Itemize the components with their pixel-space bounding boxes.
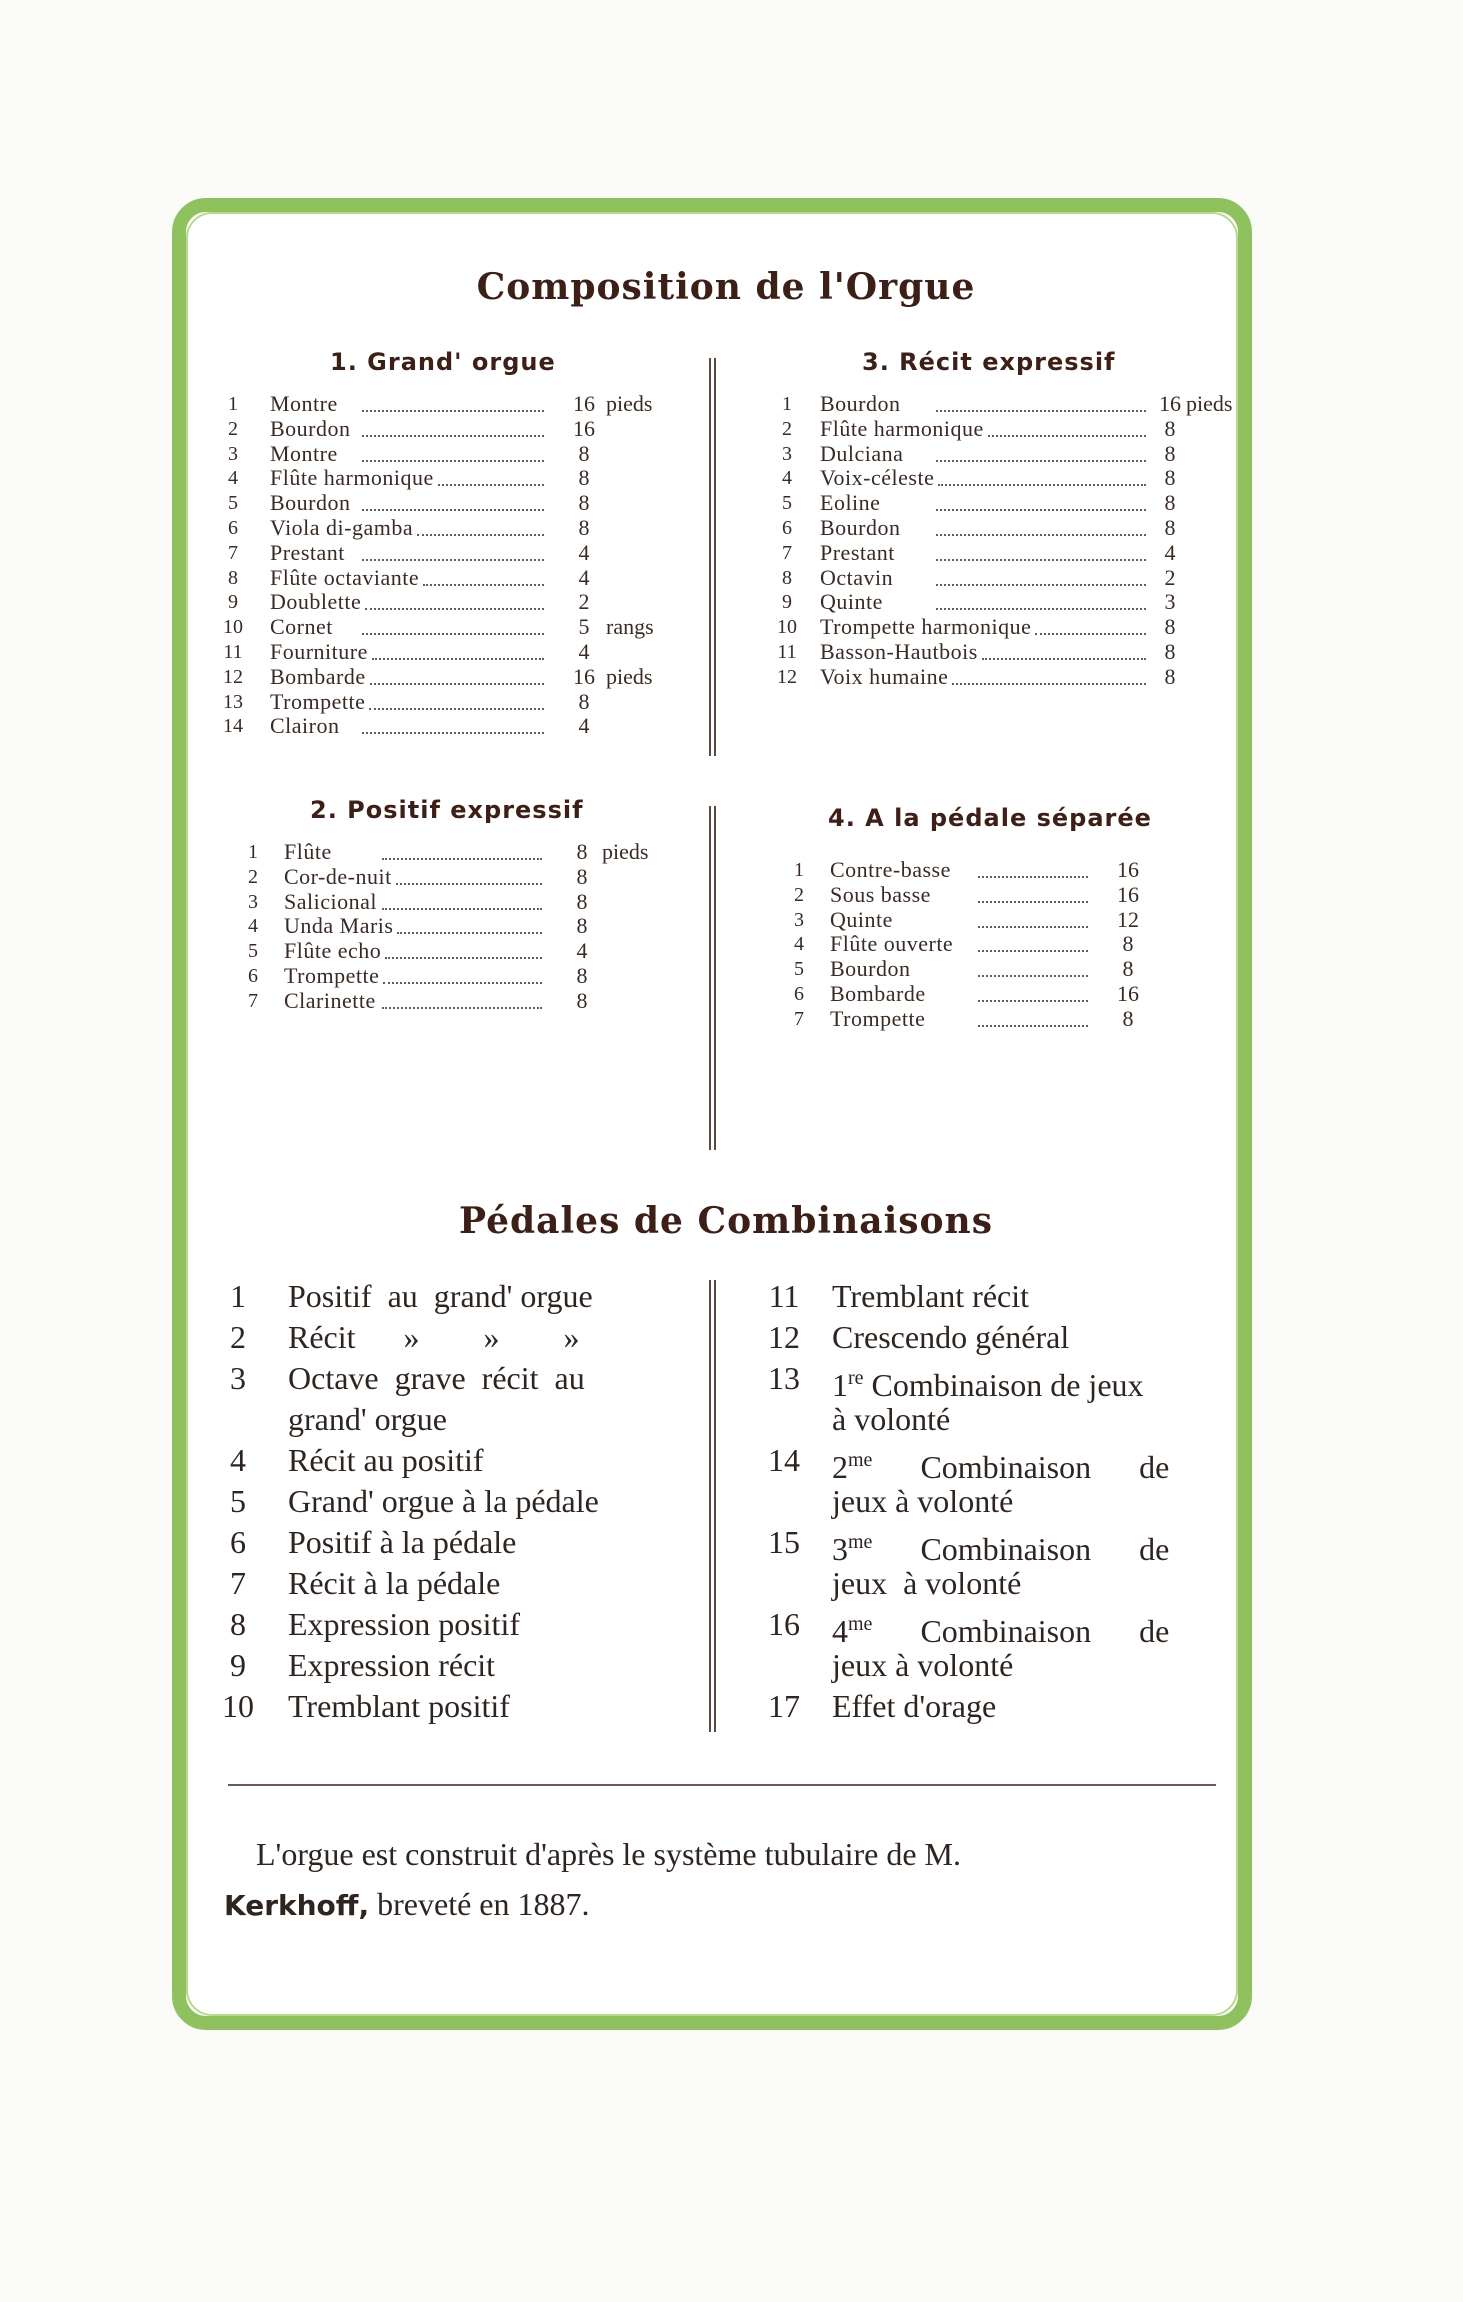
combination-text (288, 1686, 510, 1727)
stop-footage: 8 (1164, 514, 1176, 540)
stop-number: 1 (794, 859, 804, 881)
stop-name: Bourdon (270, 490, 351, 516)
stop-footage: 8 (576, 839, 588, 864)
combination-text (832, 1481, 1013, 1522)
stop-footage: 4 (576, 938, 588, 964)
stop-number: 7 (228, 541, 238, 564)
stop-number: 1 (782, 393, 792, 415)
stop-footage: 8 (578, 514, 590, 540)
stop-unit: rangs (606, 614, 654, 640)
combination-text (288, 1358, 585, 1399)
leader-dots (1035, 633, 1146, 635)
stop-name: Bombarde (270, 663, 366, 689)
leader-dots (362, 460, 544, 462)
stop-name: Flûte ouverte (830, 931, 954, 957)
leader-dots (936, 509, 1146, 511)
combination-label: grand' orgue (288, 1401, 447, 1437)
stop-footage: 12 (1117, 906, 1139, 932)
combination-number: 4 (230, 1442, 246, 1478)
stop-number: 3 (782, 442, 792, 465)
stop-name: Cor-de-nuit (284, 863, 392, 889)
combination-number: 1 (230, 1278, 246, 1314)
stop-footage: 8 (1164, 638, 1176, 664)
leader-dots (396, 883, 542, 885)
leader-dots (423, 584, 544, 586)
combination-text (288, 1522, 516, 1563)
stop-name: Basson-Hautbois (820, 638, 978, 664)
stop-name: Bourdon (830, 956, 911, 982)
leader-dots (936, 584, 1146, 586)
stop-number: 12 (777, 665, 797, 688)
leader-dots (978, 926, 1088, 928)
stop-name: Bourdon (270, 415, 351, 441)
stop-name: Clairon (270, 713, 340, 739)
stop-number: 6 (782, 516, 792, 539)
stop-number: 7 (782, 541, 792, 564)
combination-number: 16 (768, 1606, 800, 1642)
stop-footage: 8 (1122, 931, 1134, 957)
combination-text (832, 1399, 950, 1440)
combination-label: Positif à la pédale (288, 1524, 517, 1560)
stop-unit: pieds (606, 391, 653, 416)
combination-number: 7 (230, 1565, 246, 1601)
stop-number: 14 (223, 715, 243, 738)
combination-number: 8 (230, 1606, 246, 1642)
leader-dots (382, 908, 542, 910)
ordinal-suffix: me (848, 1613, 873, 1635)
stop-footage: 8 (1164, 440, 1176, 466)
stop-footage: 8 (578, 465, 590, 491)
footer-line-1: L'orgue est construit d'après le système tubulaire de M. (256, 1836, 961, 1872)
stop-name: Dulciana (820, 440, 904, 466)
stop-footage: 8 (576, 888, 588, 914)
stop-name: Trompette (270, 688, 366, 714)
stop-name: Prestant (820, 539, 895, 565)
stop-name: Cornet (270, 614, 333, 640)
stop-number: 12 (223, 665, 243, 688)
stop-footage: 16 (573, 391, 595, 416)
stop-name: Flûte harmonique (270, 465, 434, 491)
ordinal-number: 3 (832, 1531, 848, 1567)
footer-line-2 (224, 1886, 589, 1923)
stop-name: Flûte octaviante (270, 564, 420, 590)
stop-name: Octavin (820, 564, 894, 590)
leader-dots (365, 608, 544, 610)
stop-footage: 3 (1164, 589, 1176, 615)
page-title: Composition de l'Orgue (476, 266, 976, 308)
stop-unit: pieds (1186, 391, 1233, 416)
leader-dots (385, 957, 542, 959)
leader-dots (383, 982, 542, 984)
leader-dots (417, 534, 544, 536)
stop-footage: 8 (576, 863, 588, 889)
stop-name: Salicional (284, 888, 377, 914)
combination-number: 14 (768, 1442, 800, 1478)
stop-number: 9 (782, 591, 792, 614)
stop-footage: 8 (578, 490, 590, 516)
leader-dots (362, 509, 544, 511)
stop-footage: 16 (1117, 980, 1139, 1006)
combination-text (288, 1317, 580, 1358)
stop-footage: 8 (1122, 1005, 1134, 1031)
stop-name: Montre (270, 391, 338, 416)
stop-footage: 5 (578, 614, 590, 640)
leader-dots (978, 1025, 1088, 1027)
combination-number: 13 (768, 1360, 800, 1396)
stop-name: Bourdon (820, 514, 901, 540)
column-divider-bottom (709, 1280, 716, 1732)
combination-text (832, 1686, 996, 1727)
stop-name: Unda Maris (284, 913, 394, 939)
leader-dots (362, 435, 544, 437)
stop-name: Quinte (820, 589, 883, 615)
leader-dots (988, 435, 1146, 437)
stop-footage: 8 (1164, 465, 1176, 491)
stop-name: Montre (270, 440, 338, 466)
stop-footage: 4 (578, 564, 590, 590)
combination-text (288, 1481, 599, 1522)
stop-footage: 8 (576, 962, 588, 988)
stop-footage: 8 (1164, 663, 1176, 689)
combination-number: 3 (230, 1360, 246, 1396)
stop-number: 6 (794, 982, 804, 1005)
stop-number: 10 (777, 616, 797, 639)
leader-dots (362, 559, 544, 561)
stop-number: 3 (794, 908, 804, 931)
footer-builder-name: Kerkhoff, (224, 1889, 370, 1922)
combination-label: Récit au positif (288, 1442, 484, 1478)
combination-label: Grand' orgue à la pédale (288, 1483, 599, 1519)
combination-label: Expression récit (288, 1647, 496, 1683)
stop-name: Bombarde (830, 980, 926, 1006)
stop-name: Contre-basse (830, 857, 951, 882)
column-divider-middle (709, 806, 716, 1150)
stop-number: 7 (794, 1007, 804, 1030)
leader-dots (369, 708, 544, 710)
combinations-title: Pédales de Combinaisons (459, 1200, 993, 1242)
leader-dots (978, 901, 1088, 903)
ordinal-number: 4 (832, 1613, 848, 1649)
stop-number: 13 (223, 690, 243, 713)
combination-text (832, 1317, 1069, 1358)
stop-footage: 16 (573, 415, 595, 441)
stop-number: 4 (782, 467, 792, 490)
leader-dots (397, 932, 542, 934)
stop-footage: 2 (1164, 564, 1176, 590)
combination-label: Tremblant positif (288, 1688, 510, 1724)
leader-dots (936, 460, 1146, 462)
ordinal-number: 2 (832, 1449, 848, 1485)
stop-name: Voix humaine (820, 663, 949, 689)
stop-footage: 4 (578, 539, 590, 565)
ordinal-suffix: me (848, 1449, 873, 1471)
combination-label: jeux à volonté (832, 1565, 1022, 1601)
positif-heading: 2. Positif expressif (310, 796, 584, 824)
combination-number: 2 (230, 1319, 246, 1355)
leader-dots (978, 1000, 1088, 1002)
leader-dots (372, 658, 544, 660)
stop-name: Flûte echo (284, 938, 382, 964)
grand-orgue-heading: 1. Grand' orgue (330, 348, 556, 376)
combination-label: Octave grave récit au (288, 1360, 585, 1396)
leader-dots (936, 410, 1146, 412)
stop-footage: 8 (1122, 956, 1134, 982)
leader-dots (952, 683, 1146, 685)
combination-number: 10 (222, 1688, 254, 1724)
stop-name: Flûte harmonique (820, 415, 984, 441)
stop-number: 9 (228, 591, 238, 614)
stop-footage: 16 (573, 663, 595, 689)
stop-number: 10 (223, 616, 243, 639)
combination-number: 6 (230, 1524, 246, 1560)
combination-number: 11 (768, 1278, 800, 1314)
stop-number: 5 (228, 492, 238, 515)
stop-number: 5 (248, 940, 258, 963)
stop-number: 4 (794, 933, 804, 956)
leader-dots (936, 534, 1146, 536)
stop-number: 1 (248, 841, 258, 863)
stop-number: 3 (228, 442, 238, 465)
stop-number: 2 (794, 883, 804, 906)
stop-name: Quinte (830, 906, 893, 932)
combination-label: Combinaison de jeux (863, 1367, 1144, 1403)
combination-number: 15 (768, 1524, 800, 1560)
combination-label: Tremblant récit (832, 1278, 1029, 1314)
leader-dots (936, 559, 1146, 561)
combination-number: 12 (768, 1319, 800, 1355)
ordinal-suffix: me (848, 1531, 873, 1553)
combination-text (288, 1645, 495, 1686)
ordinal-suffix: re (848, 1367, 864, 1389)
stop-name: Prestant (270, 539, 345, 565)
combination-text (832, 1563, 1021, 1604)
leader-dots (978, 876, 1088, 878)
stop-number: 4 (248, 915, 258, 938)
horizontal-rule (228, 1784, 1216, 1786)
stop-name: Eoline (820, 490, 881, 516)
leader-dots (370, 683, 544, 685)
stop-name: Doublette (270, 589, 362, 615)
footer-line-2-rest: breveté en 1887. (369, 1886, 590, 1922)
combination-label: Combinaison de (872, 1531, 1170, 1567)
stop-footage: 16 (1159, 391, 1181, 416)
combination-label: jeux à volonté (832, 1483, 1014, 1519)
stop-name: Viola di-gamba (270, 514, 414, 540)
leader-dots (978, 975, 1088, 977)
combination-label: Récit » » » (288, 1319, 580, 1355)
stop-unit: pieds (606, 663, 653, 689)
stop-footage: 16 (1117, 881, 1139, 907)
stop-number: 2 (248, 865, 258, 888)
leader-dots (382, 858, 542, 860)
stop-footage: 4 (1164, 539, 1176, 565)
stop-name: Clarinette (284, 987, 376, 1013)
combination-text (288, 1440, 484, 1481)
combination-number: 5 (230, 1483, 246, 1519)
leader-dots (982, 658, 1146, 660)
combination-label: Combinaison de (872, 1449, 1170, 1485)
combination-text (288, 1604, 520, 1645)
leader-dots (936, 608, 1146, 610)
leader-dots (978, 950, 1088, 952)
stop-footage: 8 (1164, 415, 1176, 441)
stop-footage: 2 (578, 589, 590, 615)
stop-footage: 8 (1164, 490, 1176, 516)
stop-number: 8 (782, 566, 792, 589)
stop-footage: 8 (1164, 614, 1176, 640)
combination-label: Crescendo général (832, 1319, 1070, 1355)
stop-name: Bourdon (820, 391, 901, 416)
combination-text (288, 1563, 500, 1604)
stop-name: Fourniture (270, 638, 368, 664)
stop-name: Voix-céleste (820, 465, 935, 491)
stop-number: 5 (782, 492, 792, 515)
combination-number: 9 (230, 1647, 246, 1683)
combination-number: 17 (768, 1688, 800, 1724)
ordinal-number: 1 (832, 1367, 848, 1403)
combination-label: Expression positif (288, 1606, 520, 1642)
stop-footage: 8 (578, 440, 590, 466)
stop-footage: 8 (578, 688, 590, 714)
stop-number: 4 (228, 467, 238, 490)
stop-name: Trompette (284, 962, 380, 988)
combination-text (832, 1645, 1013, 1686)
stop-number: 1 (228, 393, 238, 415)
stop-number: 2 (782, 417, 792, 440)
combination-label: Récit à la pédale (288, 1565, 501, 1601)
stop-footage: 8 (576, 913, 588, 939)
stop-number: 8 (228, 566, 238, 589)
leader-dots (362, 410, 544, 412)
stop-number: 7 (248, 989, 258, 1012)
stop-footage: 4 (578, 713, 590, 739)
stop-footage: 8 (576, 987, 588, 1013)
leader-dots (938, 484, 1146, 486)
column-divider-top (709, 358, 716, 756)
combination-label: jeux à volonté (832, 1647, 1014, 1683)
pedale-heading: 4. A la pédale séparée (828, 804, 1152, 832)
stop-number: 3 (248, 890, 258, 913)
stop-name: Trompette harmonique (820, 614, 1032, 640)
stop-footage: 4 (578, 638, 590, 664)
stop-number: 6 (228, 516, 238, 539)
combination-text (288, 1276, 593, 1317)
leader-dots (362, 732, 544, 734)
recit-heading: 3. Récit expressif (862, 348, 1116, 376)
stop-footage: 16 (1117, 857, 1139, 882)
leader-dots (362, 633, 544, 635)
leader-dots (438, 484, 544, 486)
stop-number: 5 (794, 958, 804, 981)
combination-label: Combinaison de (872, 1613, 1170, 1649)
stop-name: Sous basse (830, 881, 931, 907)
combination-text (288, 1399, 447, 1440)
stop-name: Trompette (830, 1005, 926, 1031)
stop-name: Flûte (284, 839, 332, 864)
stop-unit: pieds (602, 839, 649, 864)
combination-label: Positif au grand' orgue (288, 1278, 593, 1314)
stop-number: 2 (228, 417, 238, 440)
combination-label: à volonté (832, 1401, 951, 1437)
stop-number: 6 (248, 964, 258, 987)
stop-number: 11 (223, 640, 243, 663)
combination-text (832, 1276, 1029, 1317)
leader-dots (382, 1007, 542, 1009)
stop-number: 11 (777, 640, 797, 663)
combination-label: Effet d'orage (832, 1688, 997, 1724)
